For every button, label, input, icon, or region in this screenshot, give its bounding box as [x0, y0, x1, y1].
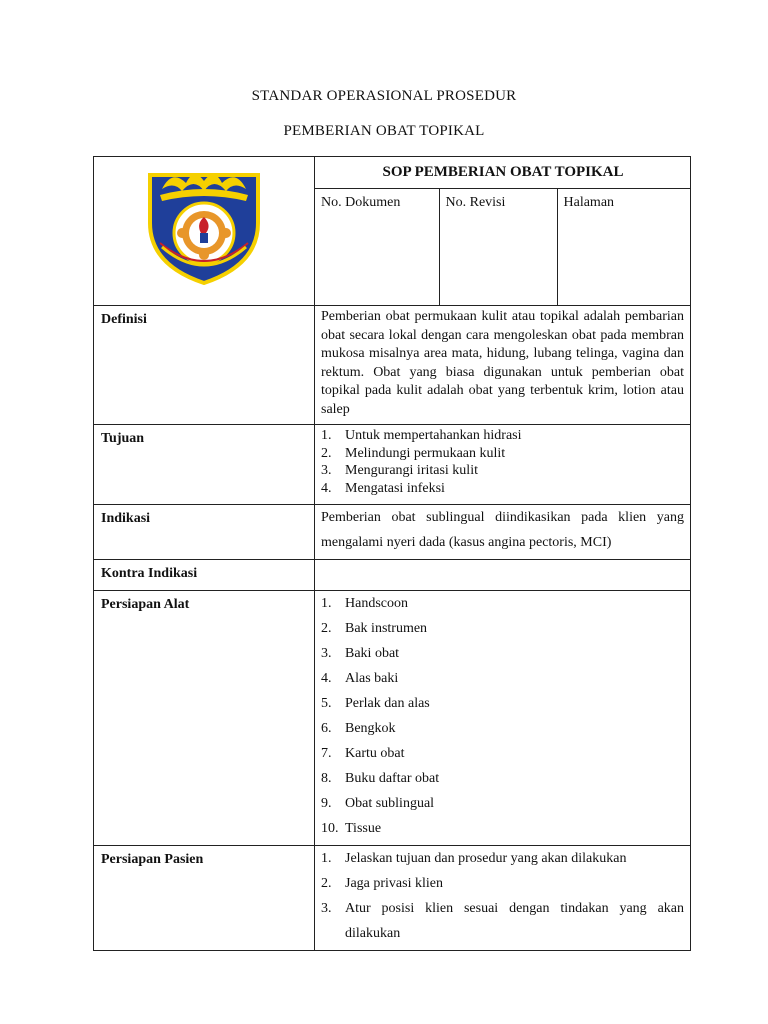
list-item: 6. Bengkok [321, 721, 396, 736]
no-dokumen-label: No. Dokumen [321, 195, 401, 210]
row-kontra-indikasi [94, 560, 691, 591]
list-item: 1. Handscoon [321, 596, 408, 611]
row-tujuan [94, 425, 691, 505]
list-item: 4. Alas baki [321, 671, 399, 686]
list-item: 3. Atur posisi klien sesuai dengan tindakan yang akan dilakukan [321, 901, 684, 941]
persiapan-pasien-list [321, 846, 684, 946]
list-item: 2. Bak instrumen [321, 621, 428, 636]
row-indikasi [94, 505, 691, 560]
indikasi-label: Indikasi [94, 505, 315, 560]
definisi-text: Pemberian obat permukaan kulit atau topikal adalah pembarian obat secara lokal dengan cara mengoleskan obat pada membran mukosa misalnya area mata, hidung, lubang telinga, vagina dan rektum. Obat yang biasa digunakan untuk pemberian obat topikal pada kulit adalah obat yang terbentuk krim, lotion atau salep [315, 306, 691, 425]
row-definisi [94, 306, 691, 425]
list-item: 8. Buku daftar obat [321, 771, 440, 786]
persiapan-alat-cell [315, 591, 691, 846]
persiapan-alat-label: Persiapan Alat [94, 591, 315, 846]
row-persiapan-pasien [94, 846, 691, 951]
list-item: 4. Mengatasi infeksi [321, 480, 445, 496]
list-item: 10. Tissue [321, 821, 382, 836]
sop-title: SOP PEMBERIAN OBAT TOPIKAL [315, 157, 691, 189]
list-item: 3. Baki obat [321, 646, 400, 661]
tujuan-cell [315, 425, 691, 505]
list-item: 9. Obat sublingual [321, 796, 435, 811]
halaman-label: Halaman [557, 189, 691, 306]
row-persiapan-alat [94, 591, 691, 846]
logo-cell [94, 157, 315, 306]
indikasi-text: Pemberian obat sublingual diindikasikan pada klien yang mengalami nyeri dada (kasus angina pectoris, MCI) [315, 505, 691, 560]
sop-header-row [94, 157, 691, 306]
document-subtitle: PEMBERIAN OBAT TOPIKAL [283, 123, 485, 139]
sop-info-cell [315, 157, 691, 306]
no-revisi-label: No. Revisi [439, 189, 557, 306]
list-item: 5. Perlak dan alas [321, 696, 430, 711]
sop-table [93, 156, 691, 951]
tujuan-list [321, 427, 684, 497]
persiapan-alat-list [321, 591, 684, 841]
definisi-label: Definisi [94, 306, 315, 425]
document-title: STANDAR OPERASIONAL PROSEDUR [251, 88, 517, 104]
tujuan-label: Tujuan [94, 425, 315, 505]
list-item: 2. Melindungi permukaan kulit [321, 445, 506, 461]
list-item: 7. Kartu obat [321, 746, 405, 761]
persiapan-pasien-cell [315, 846, 691, 951]
list-item: 1. Jelaskan tujuan dan prosedur yang akan dilakukan [321, 851, 627, 866]
list-item: 2. Jaga privasi klien [321, 876, 443, 891]
list-item: 3. Mengurangi iritasi kulit [321, 463, 478, 478]
persiapan-pasien-label: Persiapan Pasien [94, 846, 315, 951]
sop-info-table [315, 157, 691, 305]
kontra-indikasi-label: Kontra Indikasi [94, 560, 315, 591]
institution-logo-icon [142, 161, 266, 285]
kontra-indikasi-text [315, 560, 691, 591]
list-item: 1. Untuk mempertahankan hidrasi [321, 428, 522, 443]
